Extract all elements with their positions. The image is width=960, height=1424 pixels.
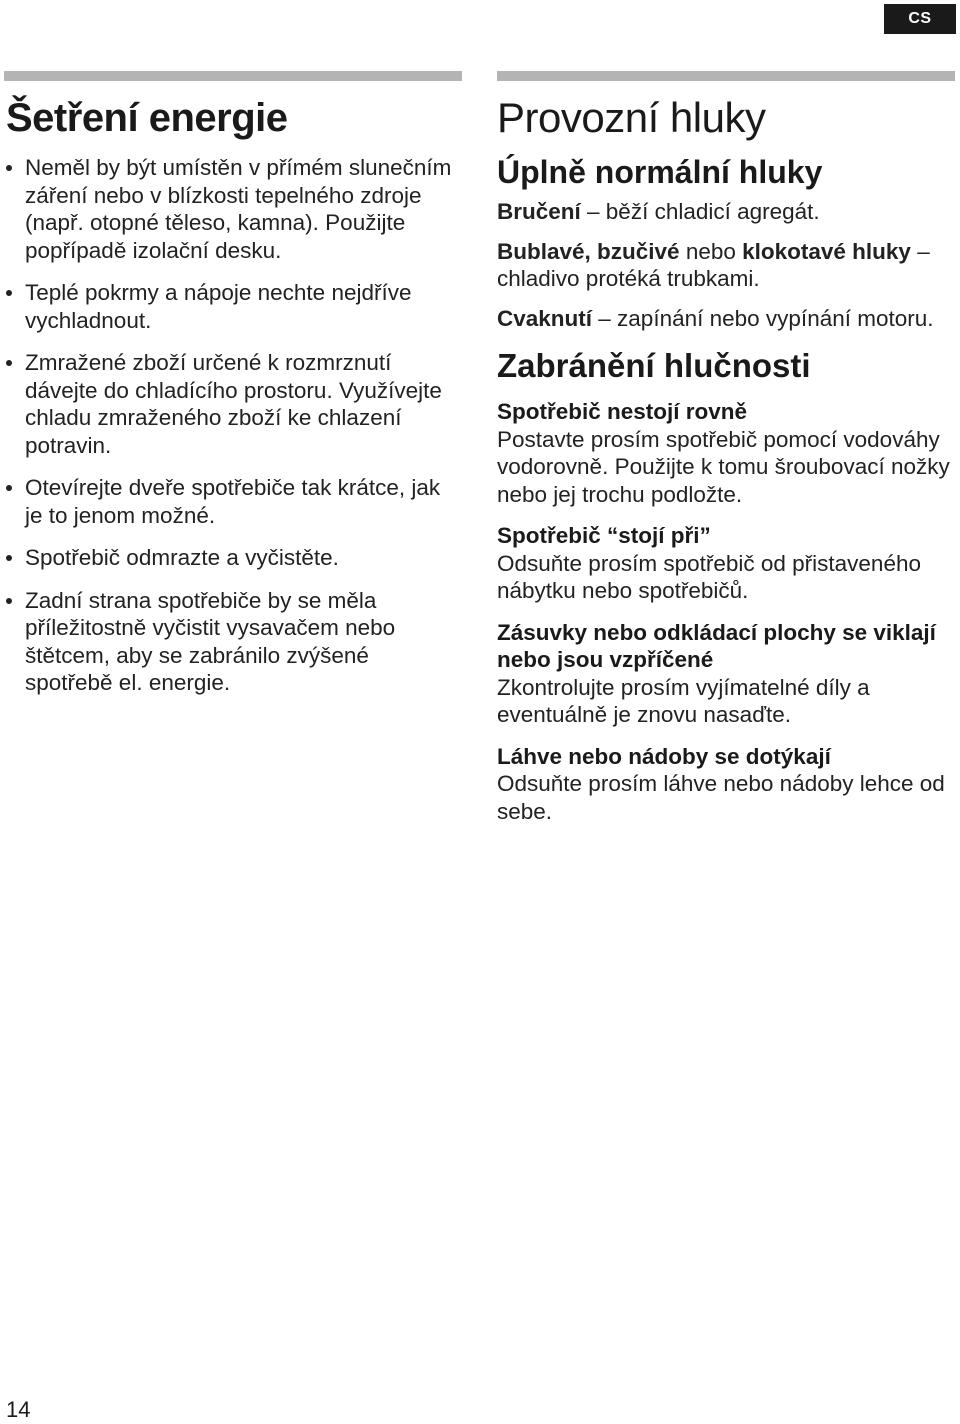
bullet-dot-icon <box>6 598 12 604</box>
bullet-dot-icon <box>6 555 12 561</box>
bullet-dot-icon <box>6 485 12 491</box>
noise-prevention-heading: Zabránění hlučnosti <box>497 347 811 384</box>
normal-noise-heading: Úplně normální hluky <box>497 154 823 190</box>
list-item: Otevírejte dveře spotřebiče tak krátce, jak je to jenom možné. <box>6 474 462 529</box>
prevention-item-heading: Láhve nebo nádoby se dotýkají <box>497 743 831 769</box>
list-item: Zmražené zboží určené k rozmrznutí dávejte do chladícího prostoru. Využívejte chladu zmraženého zboží ke chlazení potravin. <box>6 349 462 459</box>
list-item: Neměl by být umístěn v přímém slunečním záření nebo v blízkosti tepelného zdroje (např. otopné těleso, kamna). Použijte popřípadě izolační desku. <box>6 154 462 264</box>
prevention-item-drawers <box>497 619 955 729</box>
prevention-item-heading: Spotřebič “stojí při” <box>497 523 711 548</box>
noise-item-clicking: Cvaknutí – zapínání nebo vypínání motoru. <box>497 305 934 331</box>
noise-item-bubbling: Bublavé, bzučivé nebo klokotavé hluky – chladivo protéká trubkami. <box>497 238 930 291</box>
prevention-item-text: Odsuňte prosím láhve nebo nádoby lehce od sebe. <box>497 771 945 824</box>
prevention-item-heading: Spotřebič nestojí rovně <box>497 399 748 424</box>
energy-saving-list <box>6 154 462 697</box>
right-section-rule <box>497 71 955 81</box>
prevention-item-bottles <box>497 743 955 826</box>
list-item: Teplé pokrmy a nápoje nechte nejdříve vychladnout. <box>6 279 462 334</box>
page-number: 14 <box>6 1397 31 1422</box>
prevention-item-text: Zkontrolujte prosím vyjímatelné díly a eventuálně je znovu nasaďte. <box>497 674 870 727</box>
prevention-item-text: Odsuňte prosím spotřebič od přistaveného nábytku nebo spotřebičů. <box>497 550 921 603</box>
operating-noise-column <box>497 88 955 839</box>
prevention-item-heading: Zásuvky nebo odkládací plochy se viklají nebo jsou vzpříčené <box>497 619 936 672</box>
language-badge: CS <box>884 4 956 34</box>
operating-noise-title: Provozní hluky <box>497 94 766 141</box>
prevention-item-text: Postavte prosím spotřebič pomocí vodováhy vodorovně. Použijte k tomu šroubovací nožky nebo jej trochu podložte. <box>497 426 950 507</box>
bullet-dot-icon <box>6 290 12 296</box>
list-item: Zadní strana spotřebiče by se měla příležitostně vyčistit vysavačem nebo štětcem, aby se zabránilo zvýšené spotřebě el. energie. <box>6 587 462 697</box>
bullet-dot-icon <box>6 360 12 366</box>
left-section-rule <box>4 71 462 81</box>
list-item: Spotřebič odmrazte a vyčistěte. <box>6 544 462 572</box>
prevention-item-not-level <box>497 398 955 508</box>
noise-item-humming: Bručení – běží chladicí agregát. <box>497 199 820 224</box>
prevention-item-touching <box>497 522 955 605</box>
energy-saving-column <box>6 88 462 712</box>
energy-saving-title: Šetření energie <box>6 96 288 140</box>
bullet-dot-icon <box>6 165 12 171</box>
